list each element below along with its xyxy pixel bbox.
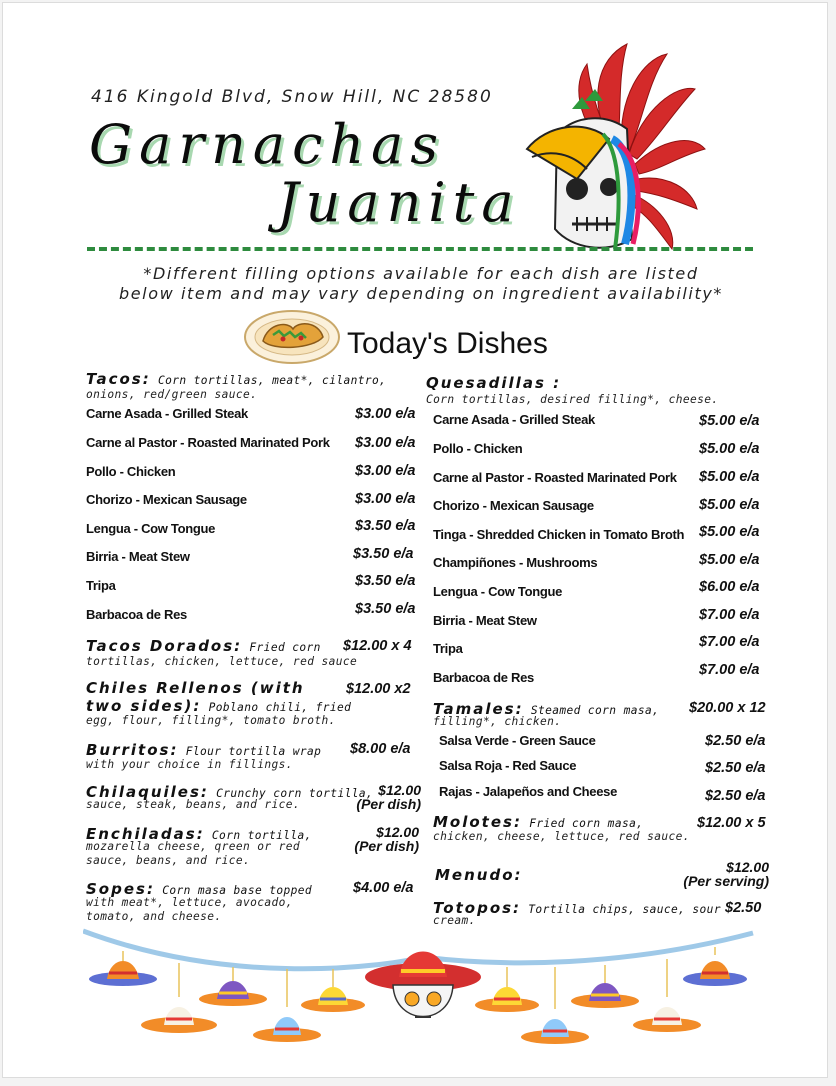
menudo-price-unit: (Per serving): [683, 873, 769, 889]
tacos-item-7-price: $3.50 e/a: [355, 573, 416, 589]
burritos-price: $8.00 e/a: [350, 741, 411, 757]
enchiladas-desc-line3: sauce, beans, and rice.: [86, 854, 251, 867]
tamales-name: Tamales:: [433, 700, 524, 718]
restaurant-title-line2: Juanita: [277, 171, 521, 234]
quesadillas-item-7-price: $6.00 e/a: [699, 579, 760, 595]
quesadillas-item-10: Barbacoa de Res: [433, 670, 534, 685]
enchiladas-price-amount: $12.00: [376, 824, 419, 840]
tacos-item-2: Carne al Pastor - Roasted Marinated Pork: [86, 435, 330, 450]
molotes-heading: [433, 813, 643, 831]
molotes-desc-line2: chicken, cheese, lettuce, red sauce.: [433, 830, 690, 843]
tacos-item-4-price: $3.00 e/a: [355, 491, 416, 507]
burritos-name: Burritos:: [86, 741, 179, 759]
tamales-item-1: Salsa Verde - Green Sauce: [439, 733, 596, 748]
quesadillas-heading: Quesadillas :: [426, 374, 562, 392]
tacos-item-5: Lengua - Cow Tongue: [86, 521, 216, 536]
chilaquiles-desc-line2: sauce, steak, beans, and rice.: [86, 798, 301, 811]
tacos-item-4: Chorizo - Mexican Sausage: [86, 492, 247, 507]
restaurant-title-line1: Garnachas: [89, 113, 446, 176]
sopes-price: $4.00 e/a: [353, 880, 414, 896]
enchiladas-desc-line2: mozarella cheese, qreen or red: [86, 840, 301, 853]
menudo-heading: Menudo:: [435, 866, 523, 884]
chiles-rellenos-price: $12.00 x2: [346, 681, 411, 697]
enchiladas-price-unit: (Per dish): [354, 838, 419, 854]
tacos-heading: [86, 370, 386, 388]
chilaquiles-price: [355, 783, 421, 811]
tacos-plate-illustration: [243, 309, 341, 365]
menudo-price-amount: $12.00: [726, 859, 769, 875]
tacos-item-1: Carne Asada - Grilled Steak: [86, 406, 248, 421]
quesadillas-item-9: Tripa: [433, 641, 463, 656]
chiles-rellenos-heading-line1: Chiles Rellenos (with: [86, 679, 305, 697]
quesadillas-item-2: Pollo - Chicken: [433, 441, 523, 456]
dashed-divider: [87, 247, 753, 251]
tacos-item-1-price: $3.00 e/a: [355, 406, 416, 422]
tacos-item-7: Tripa: [86, 578, 116, 593]
quesadillas-item-6-price: $5.00 e/a: [699, 552, 760, 568]
sopes-desc-line2: with meat*, lettuce, avocado,: [86, 896, 293, 909]
menu-page: [2, 2, 828, 1078]
tacos-item-6-price: $3.50 e/a: [353, 546, 414, 562]
totopos-price: $2.50: [725, 900, 762, 916]
burritos-desc-line1: Flour tortilla wrap: [185, 745, 322, 758]
tamales-item-3: Rajas - Jalapeños and Cheese: [439, 784, 618, 799]
tacos-name: Tacos:: [86, 370, 151, 388]
tacos-item-6: Birria - Meat Stew: [86, 549, 190, 564]
tacos-item-3: Pollo - Chicken: [86, 464, 176, 479]
quesadillas-item-3: Carne al Pastor - Roasted Marinated Pork: [433, 470, 677, 485]
quesadillas-item-1-price: $5.00 e/a: [699, 413, 760, 429]
sombrero-icons: [89, 952, 747, 1045]
sopes-name: Sopes:: [86, 880, 155, 898]
totopos-desc-line2: cream.: [433, 914, 476, 927]
chilaquiles-desc-line1: Crunchy corn tortilla,: [216, 787, 374, 800]
tacos-item-8-price: $3.50 e/a: [355, 601, 416, 617]
chilaquiles-price-amount: $12.00: [378, 782, 421, 798]
tacos-item-3-price: $3.00 e/a: [355, 463, 416, 479]
quesadillas-item-2-price: $5.00 e/a: [699, 441, 760, 457]
aztec-skull-headdress-illustration: [517, 39, 707, 259]
tacos-dorados-desc-line2: tortillas, chicken, lettuce, red sauce: [86, 655, 358, 668]
molotes-desc-line1: Fried corn masa,: [529, 817, 644, 830]
filling-note-line2: below item and may vary depending on ingredient availability*: [118, 284, 724, 303]
tacos-desc-line2: onions, red/green sauce.: [86, 388, 258, 401]
chiles-rellenos-desc-line1: Poblano chili, fried: [208, 701, 352, 714]
tacos-dorados-price: $12.00 x 4: [343, 638, 412, 654]
enchiladas-name: Enchiladas:: [86, 825, 205, 843]
quesadillas-item-1: Carne Asada - Grilled Steak: [433, 412, 595, 427]
filling-note-line1: *Different filling options available for each dish are listed: [143, 264, 699, 283]
burritos-desc-line2: with your choice in fillings.: [86, 758, 293, 771]
sombrero-garland-illustration: [83, 927, 755, 1077]
tacos-desc-line1: Corn tortillas, meat*, cilantro,: [157, 374, 387, 387]
molotes-name: Molotes:: [433, 813, 522, 831]
tamales-price: $20.00 x 12: [689, 700, 766, 716]
totopos-heading: [433, 899, 721, 917]
chiles-rellenos-heading-line2: [86, 697, 351, 715]
tacos-dorados-desc-line1: Fried corn: [249, 641, 321, 654]
sopes-desc-line1: Corn masa base topped: [162, 884, 313, 897]
chilaquiles-name: Chilaquiles:: [86, 783, 209, 801]
tacos-dorados-name: Tacos Dorados:: [86, 637, 243, 655]
totopos-desc-line1: Tortilla chips, sauce, sour: [528, 903, 721, 916]
molotes-price: $12.00 x 5: [697, 815, 766, 831]
quesadillas-desc: Corn tortillas, desired filling*, cheese.: [426, 393, 719, 406]
tamales-item-3-price: $2.50 e/a: [705, 788, 766, 804]
quesadillas-item-4: Chorizo - Mexican Sausage: [433, 498, 594, 513]
quesadillas-item-9-price: $7.00 e/a: [699, 634, 760, 650]
quesadillas-item-5-price: $5.00 e/a: [699, 524, 760, 540]
tamales-desc-line2: filling*, chicken.: [433, 715, 562, 728]
tamales-desc-line1: Steamed corn masa,: [530, 704, 660, 717]
tacos-dorados-heading: [86, 637, 321, 655]
burritos-heading: [86, 741, 321, 759]
enchiladas-price: [353, 825, 419, 853]
menudo-price: [677, 860, 769, 888]
filling-note: [87, 264, 755, 304]
quesadillas-item-4-price: $5.00 e/a: [699, 497, 760, 513]
quesadillas-item-7: Lengua - Cow Tongue: [433, 584, 563, 599]
restaurant-address: 416 Kingold Blvd, Snow Hill, NC 28580: [91, 87, 493, 107]
quesadillas-item-8-price: $7.00 e/a: [699, 607, 760, 623]
chiles-rellenos-desc-line2: egg, flour, filling*, tomato broth.: [86, 714, 336, 727]
chiles-rellenos-name-line2: two sides):: [86, 697, 202, 715]
enchiladas-desc-line1: Corn tortilla,: [211, 829, 312, 842]
quesadillas-item-10-price: $7.00 e/a: [699, 662, 760, 678]
quesadillas-item-5: Tinga - Shredded Chicken in Tomato Broth: [433, 527, 685, 542]
chilaquiles-price-unit: (Per dish): [356, 796, 421, 812]
quesadillas-item-6: Champiñones - Mushrooms: [433, 555, 598, 570]
tamales-item-2-price: $2.50 e/a: [705, 760, 766, 776]
totopos-name: Totopos:: [433, 899, 522, 917]
tacos-item-5-price: $3.50 e/a: [355, 518, 416, 534]
todays-dishes-heading: Today's Dishes: [347, 327, 548, 360]
quesadillas-item-8: Birria - Meat Stew: [433, 613, 537, 628]
tamales-item-2: Salsa Roja - Red Sauce: [439, 758, 577, 773]
tamales-item-1-price: $2.50 e/a: [705, 733, 766, 749]
tacos-item-2-price: $3.00 e/a: [355, 435, 416, 451]
quesadillas-item-3-price: $5.00 e/a: [699, 469, 760, 485]
sopes-desc-line3: tomato, and cheese.: [86, 910, 222, 923]
tacos-item-8: Barbacoa de Res: [86, 607, 187, 622]
